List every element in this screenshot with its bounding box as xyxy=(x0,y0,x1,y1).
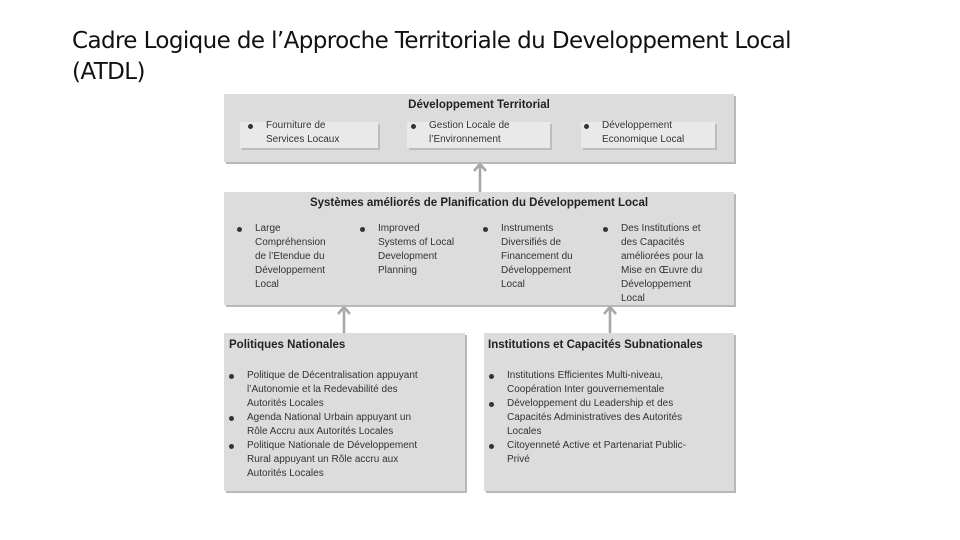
box-politiques-nationales xyxy=(224,333,465,491)
item-text: Développement xyxy=(255,265,326,276)
item-text: Agenda National Urbain appuyant un xyxy=(247,412,412,423)
list-item xyxy=(224,411,465,439)
box-title: Politiques Nationales xyxy=(229,339,346,351)
item-text: Development xyxy=(378,251,437,262)
box-planification xyxy=(224,192,734,305)
slide-title-line-2: (ATDL) xyxy=(72,59,145,85)
list-item xyxy=(224,369,465,411)
item-text: Large xyxy=(255,223,281,234)
bullet-icon xyxy=(229,416,234,421)
item-text: l’Autonomie et la Redevabilité des xyxy=(247,384,398,395)
item-text: Institutions Efficientes Multi-niveau, xyxy=(507,370,664,381)
list-item xyxy=(237,222,352,292)
arrow-up-icon xyxy=(336,305,352,333)
item-text: Autorités Locales xyxy=(247,398,324,409)
item-text: de l’Etendue du xyxy=(255,251,325,262)
item-text: Des Institutions et xyxy=(621,223,701,234)
item-text: Capacités Administratives des Autorités xyxy=(507,412,683,423)
list-item xyxy=(411,119,551,147)
list-item xyxy=(224,439,465,481)
item-text: Instruments xyxy=(501,223,554,234)
item-text: Développement xyxy=(602,120,673,131)
item-text: Autorités Locales xyxy=(247,468,324,479)
item-text: Local xyxy=(501,279,525,290)
item-text: Rôle Accru aux Autorités Locales xyxy=(247,426,394,437)
item-text: Systems of Local xyxy=(378,237,455,248)
box-title: Systèmes améliorés de Planification du Développement Local xyxy=(309,197,649,209)
bullet-icon xyxy=(584,124,589,129)
item-text: Compréhension xyxy=(255,237,326,248)
item-text: Développement xyxy=(501,265,572,276)
box-institutions-subnationales xyxy=(484,333,734,491)
item-text: Local xyxy=(255,279,279,290)
box-title: Développement Territorial xyxy=(408,99,550,111)
item-text: Coopération Inter gouvernementale xyxy=(507,384,665,395)
bullet-icon xyxy=(360,227,365,232)
item-text: Développement xyxy=(621,279,692,290)
list-item xyxy=(483,222,603,292)
list-item xyxy=(484,397,734,439)
slide-title xyxy=(72,26,892,88)
box-title: Institutions et Capacités Subnationales xyxy=(488,339,703,351)
item-text: Fourniture de xyxy=(266,120,326,131)
item-text: Diversifiés de xyxy=(501,237,562,248)
item-text: Politique de Décentralisation appuyant xyxy=(247,370,418,381)
item-text: Locales xyxy=(507,426,542,437)
bullet-icon xyxy=(237,227,242,232)
list-item xyxy=(360,222,480,278)
arrow-up-icon xyxy=(602,305,618,333)
box-developpement-territorial xyxy=(224,94,734,162)
item-text: Gestion Locale de xyxy=(429,120,510,131)
item-text: Local xyxy=(621,293,645,304)
bullet-icon xyxy=(489,402,494,407)
bullet-list xyxy=(224,369,465,481)
item-text: Développement du Leadership et des xyxy=(507,398,674,409)
arrow-up-icon xyxy=(472,162,488,194)
bullet-icon xyxy=(248,124,253,129)
list-item xyxy=(603,222,733,306)
list-item xyxy=(584,119,719,147)
item-text: Politique Nationale de Développement xyxy=(247,440,418,451)
bullet-icon xyxy=(229,444,234,449)
item-text: Rural appuyant un Rôle accru aux xyxy=(247,454,399,465)
bullet-icon xyxy=(489,444,494,449)
list-item xyxy=(248,119,383,147)
bullet-icon xyxy=(411,124,416,129)
list-item xyxy=(484,439,734,467)
bullet-icon xyxy=(603,227,608,232)
list-item xyxy=(484,369,734,397)
bullet-icon xyxy=(489,374,494,379)
bullet-icon xyxy=(483,227,488,232)
item-text: Mise en Œuvre du xyxy=(621,265,703,276)
item-text: l’Environnement xyxy=(429,134,501,145)
slide-title-line-1: Cadre Logique de l’Approche Territoriale du Developpement Local xyxy=(72,28,791,54)
item-text: Economique Local xyxy=(602,134,685,145)
bullet-icon xyxy=(229,374,234,379)
item-text: Citoyenneté Active et Partenariat Public- xyxy=(507,440,686,451)
item-text: Financement du xyxy=(501,251,573,262)
bullet-list xyxy=(484,369,734,467)
item-text: des Capacités xyxy=(621,237,685,248)
item-text: Improved xyxy=(378,223,420,234)
item-text: Privé xyxy=(507,454,530,465)
item-text: améliorées pour la xyxy=(621,251,704,262)
item-text: Planning xyxy=(378,265,417,276)
item-text: Services Locaux xyxy=(266,134,340,145)
